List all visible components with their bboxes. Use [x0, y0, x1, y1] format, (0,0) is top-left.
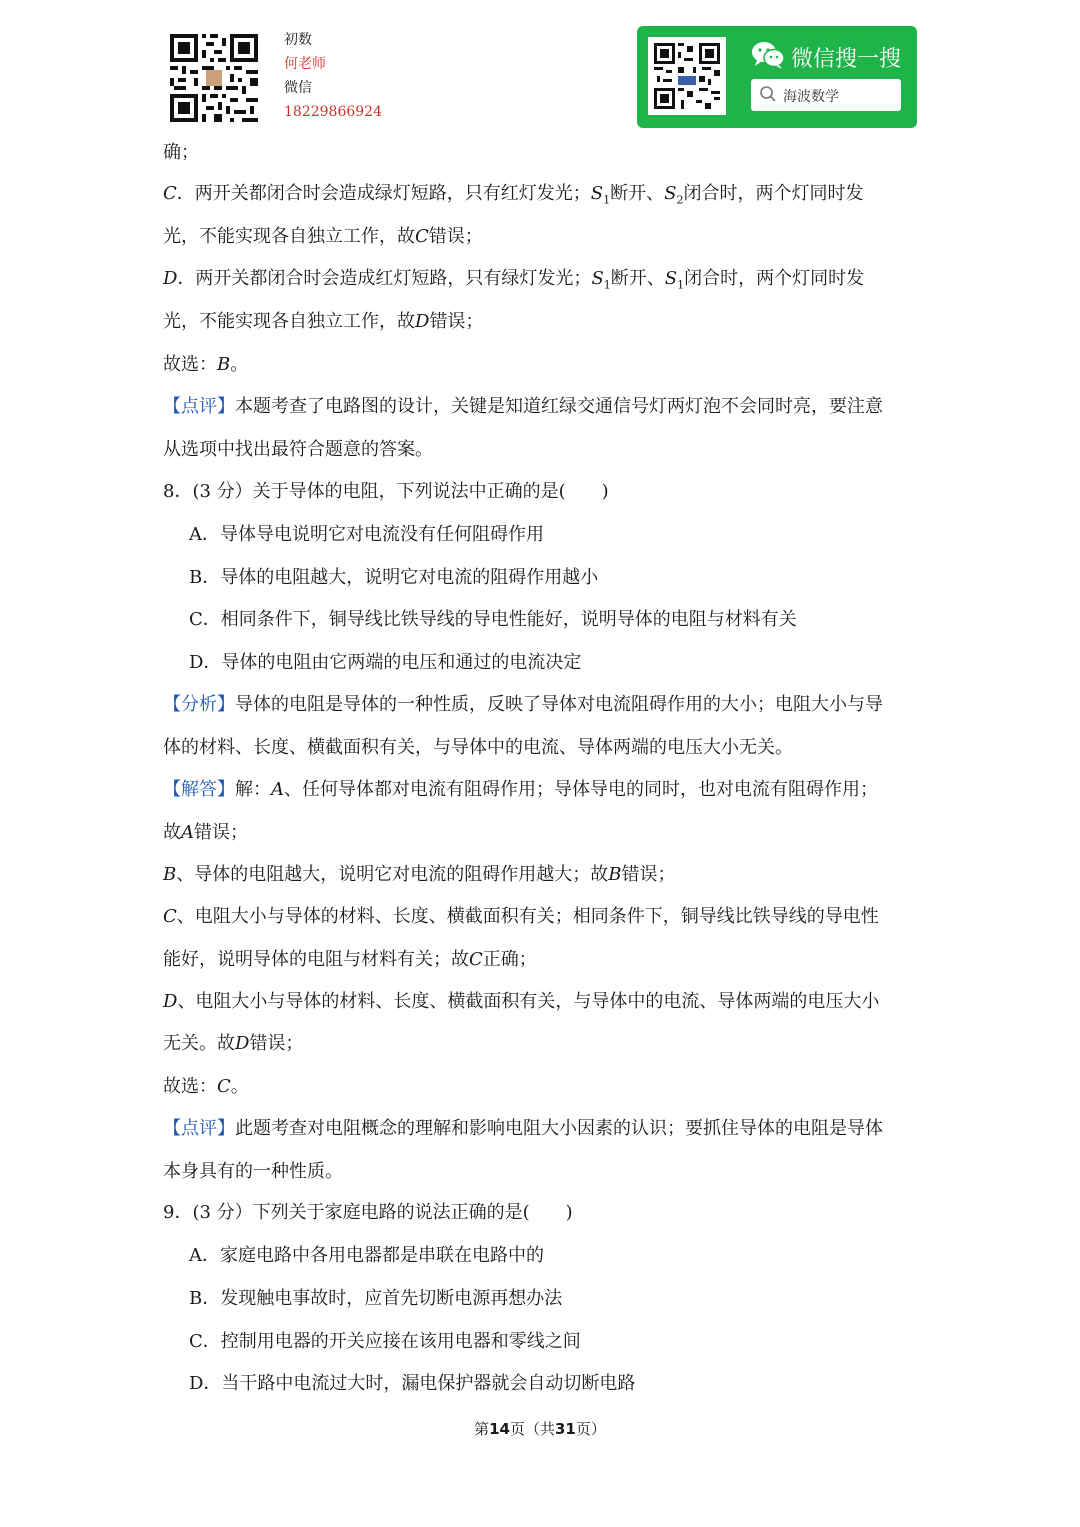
question-9-option-c: C．控制用电器的开关应接在该用电器和零线之间 [189, 1331, 581, 1352]
contact-info [284, 28, 382, 124]
text-line: 故A错误； [163, 822, 248, 843]
page-number: 14 [489, 1420, 510, 1438]
question-8-option-c: C．相同条件下，铜导线比铁导线的导电性能好，说明导体的电阻与材料有关 [189, 609, 797, 630]
answer-line: 故选：B。 [163, 354, 249, 375]
answer-line: 故选：C。 [163, 1076, 249, 1097]
text-line: 无关。故D错误； [163, 1033, 304, 1054]
text-line: 能好，说明导体的电阻与材料有关；故C正确； [163, 949, 537, 970]
comment-line: 【点评】此题考查对电阻概念的理解和影响电阻大小因素的认识；要抓住导体的电阻是导体 [163, 1118, 883, 1139]
question-9-option-b: B．发现触电事故时，应首先切断电源再想办法 [189, 1288, 563, 1309]
wechat-search-box[interactable] [751, 79, 901, 111]
search-icon [759, 85, 777, 103]
option-c-analysis: C．两开关都闭合时会造成绿灯短路，只有红灯发光；$S_1$断开、$S_2$闭合时，两个灯同时发 [163, 183, 864, 207]
question-9-option-a: A．家庭电路中各用电器都是串联在电路中的 [189, 1245, 544, 1266]
text-line: 光，不能实现各自独立工作，故D错误； [163, 311, 484, 332]
analysis-tag: 【分析】 [163, 694, 235, 715]
text-line: C、电阻大小与导体的材料、长度、横截面积有关；相同条件下，铜导线比铁导线的导电性 [163, 906, 879, 927]
wechat-search-keyword: 海波数学 [783, 89, 839, 105]
solution-tag: 【解答】 [163, 779, 235, 800]
question-8: 8．(3 分）关于导体的电阻，下列说法中正确的是( ) [163, 481, 609, 502]
contact-subject: 初数 [284, 32, 312, 48]
question-8-option-b: B．导体的电阻越大，说明它对电流的阻碍作用越小 [189, 567, 599, 588]
page-footer: 第14页（共31页） [474, 1420, 606, 1438]
contact-phone: 18229866924 [284, 104, 382, 120]
text-line: D、电阻大小与导体的材料、长度、横截面积有关，与导体中的电流、导体两端的电压大小 [163, 991, 880, 1012]
wechat-logo-icon [751, 40, 785, 70]
question-8-option-a: A．导体导电说明它对电流没有任何阻碍作用 [189, 524, 544, 545]
wechat-search-card[interactable] [637, 26, 917, 128]
text-line: B、导体的电阻越大，说明它对电流的阻碍作用越大；故B错误； [163, 864, 676, 885]
option-d-analysis: D．两开关都闭合时会造成红灯短路，只有绿灯发光；$S_1$断开、$S_1$闭合时，两个灯同时发 [163, 268, 865, 292]
comment-tag: 【点评】 [163, 396, 235, 417]
text-line: 从选项中找出最符合题意的答案。 [163, 439, 433, 460]
solution-line: 【解答】解：A、任何导体都对电流有阻碍作用；导体导电的同时，也对电流有阻碍作用； [163, 779, 878, 800]
question-9-option-d: D．当干路中电流过大时，漏电保护器就会自动切断电路 [189, 1373, 636, 1394]
text-line: 光，不能实现各自独立工作，故C错误； [163, 226, 483, 247]
analysis-line: 【分析】导体的电阻是导体的一种性质，反映了导体对电流阻碍作用的大小；电阻大小与导 [163, 694, 883, 715]
text-line: 本身具有的一种性质。 [163, 1161, 343, 1182]
question-8-option-d: D．导体的电阻由它两端的电压和通过的电流决定 [189, 652, 582, 673]
wechat-search-title: 微信搜一搜 [791, 47, 902, 72]
question-9: 9．(3 分）下列关于家庭电路的说法正确的是( ) [163, 1202, 573, 1223]
page-total: 31 [555, 1420, 576, 1438]
comment-tag: 【点评】 [163, 1118, 235, 1139]
text-line: 确； [163, 142, 199, 163]
contact-teacher: 何老师 [284, 56, 326, 72]
contact-wechat-label: 微信 [284, 80, 312, 96]
teacher-qr-code [166, 30, 262, 126]
comment-line: 【点评】本题考查了电路图的设计，关键是知道红绿交通信号灯两灯泡不会同时亮，要注意 [163, 396, 883, 417]
text-line: 体的材料、长度、横截面积有关，与导体中的电流、导体两端的电压大小无关。 [163, 737, 793, 758]
wechat-qr-code [648, 37, 726, 115]
